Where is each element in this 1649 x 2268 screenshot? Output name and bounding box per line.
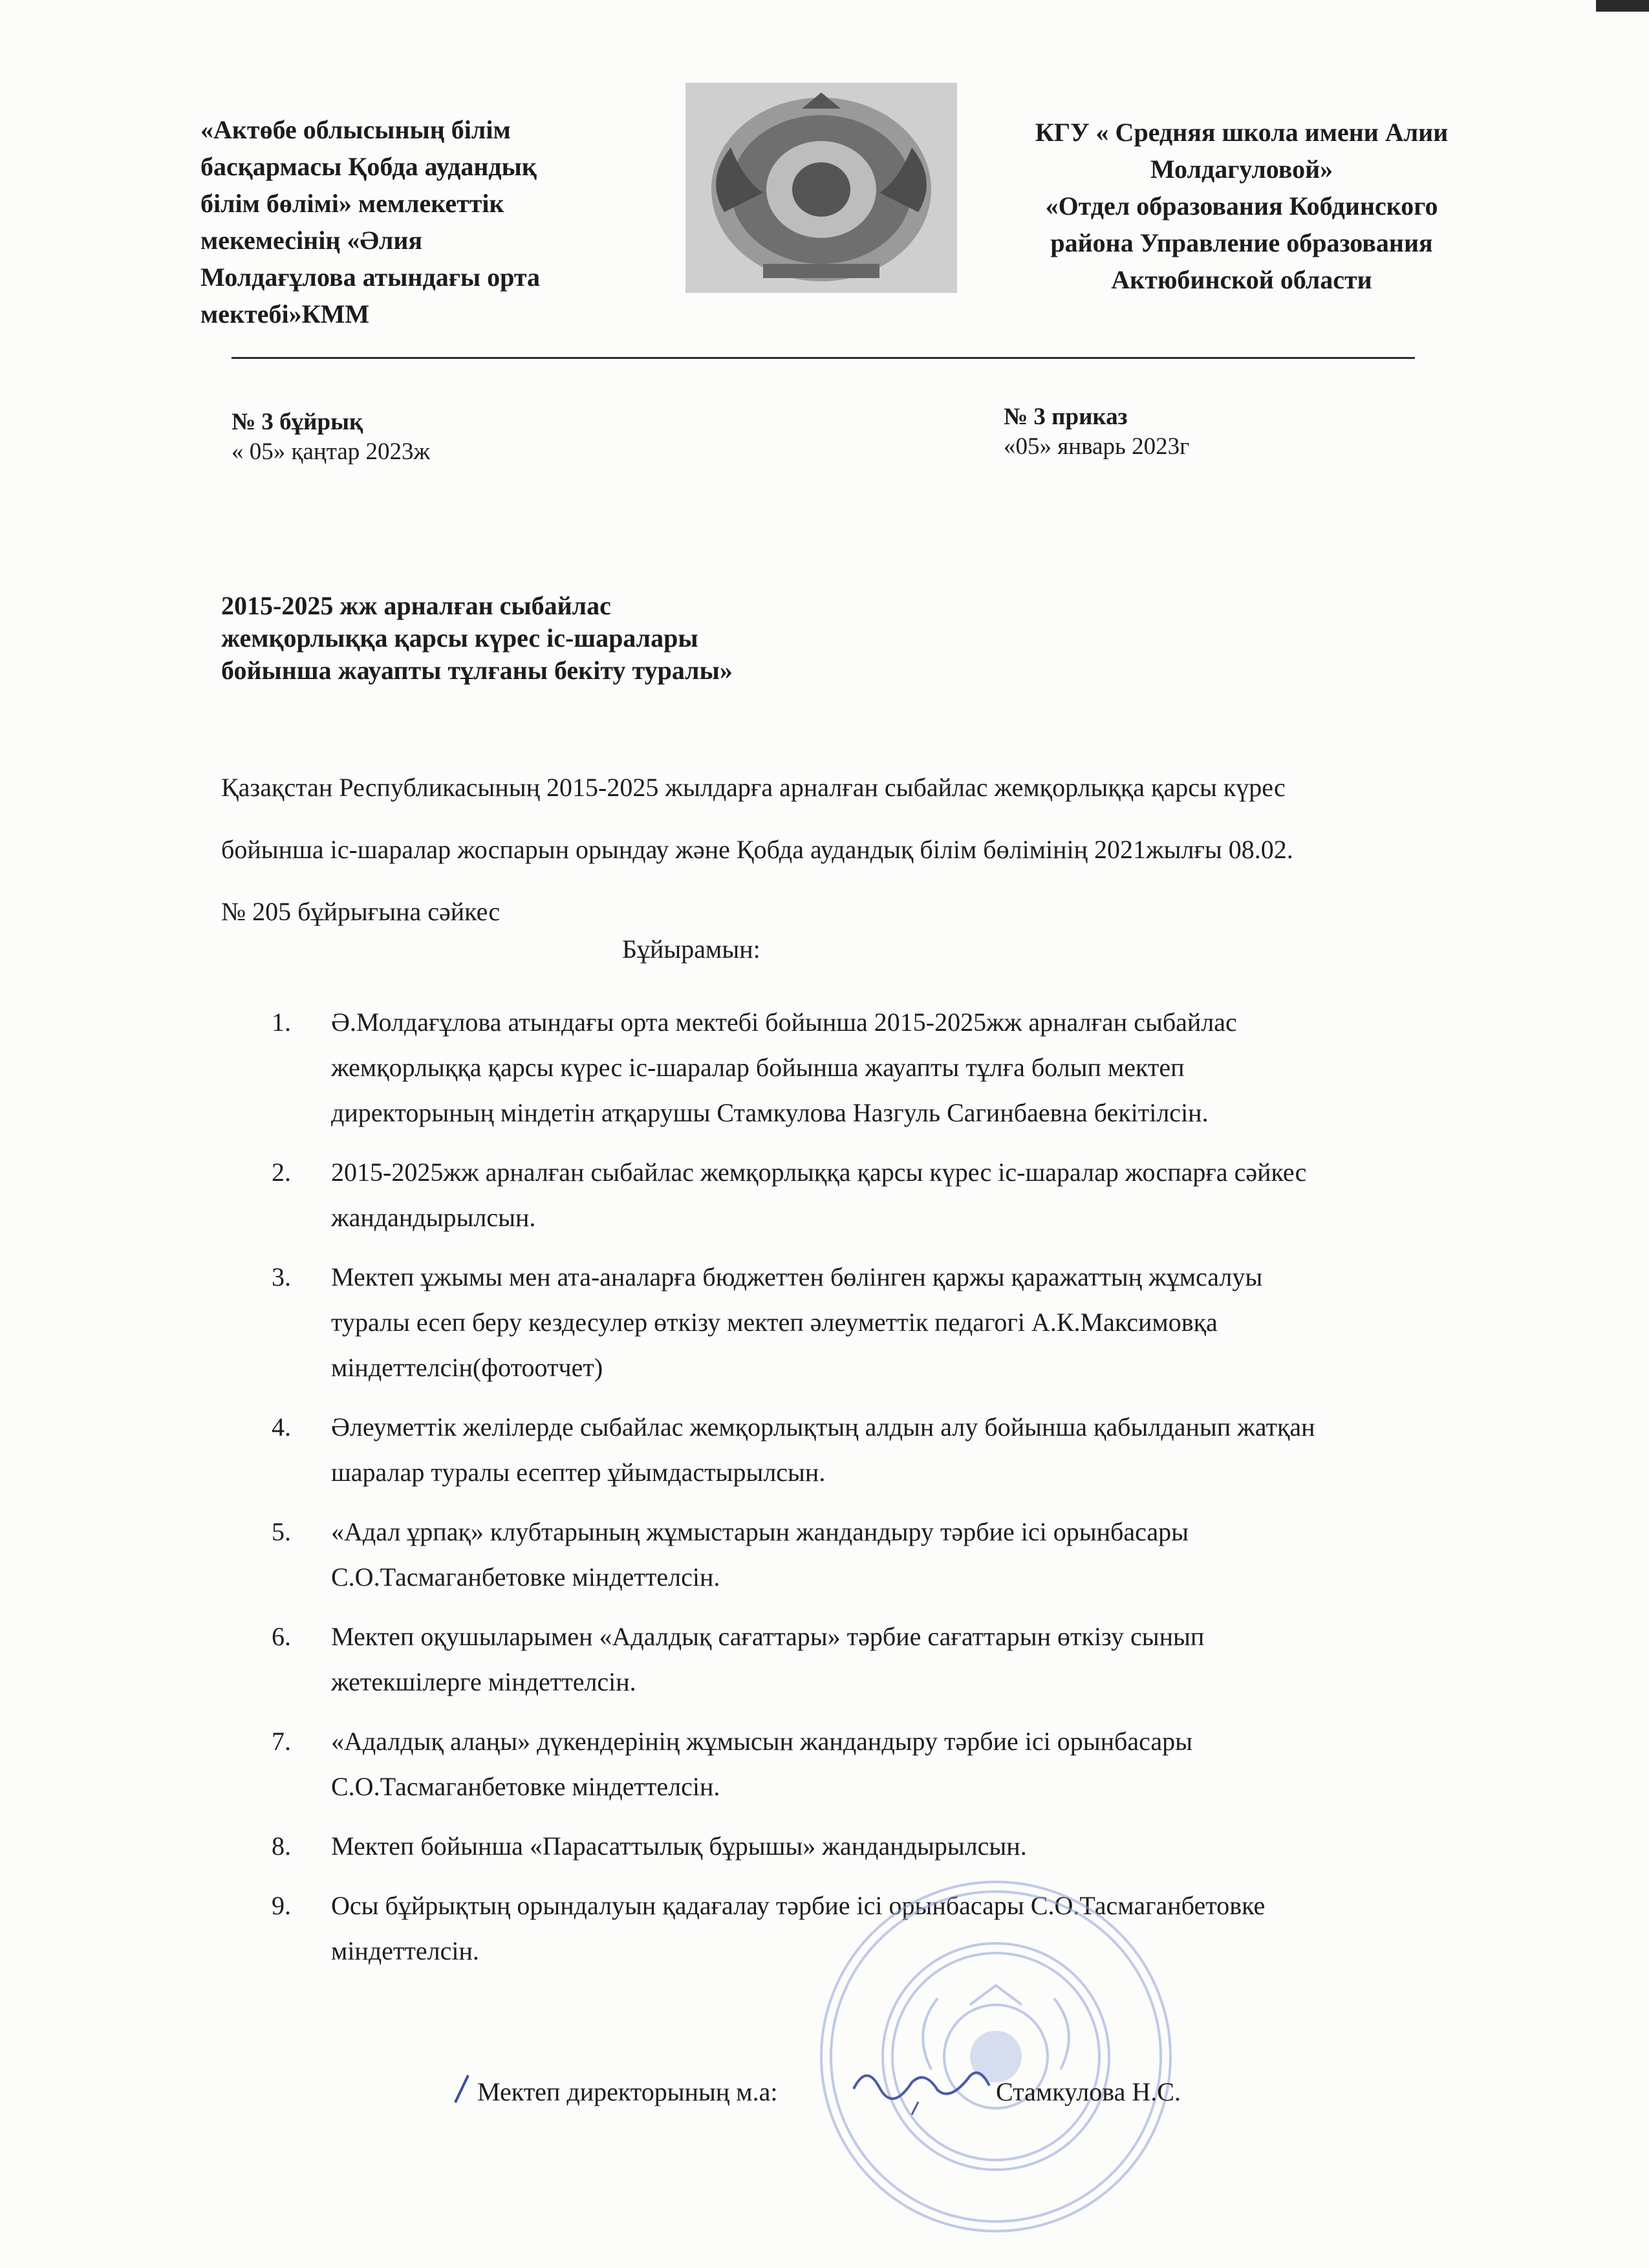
item-number: 1. xyxy=(272,1008,291,1037)
header-left-line: мектебі»КММ xyxy=(200,299,370,329)
list-item xyxy=(272,1719,1315,1809)
header-right-line: «Отдел образования Кобдинского xyxy=(1045,191,1438,221)
list-item xyxy=(272,1405,1315,1495)
item-line: жандандырылсын. xyxy=(331,1203,536,1232)
order-items-list xyxy=(272,1000,1315,1988)
item-number: 2. xyxy=(272,1158,291,1187)
header-divider xyxy=(232,357,1415,359)
document-title xyxy=(221,590,733,687)
item-line: Әлеуметтік желілерде сыбайлас жемқорлықтың алдын алу бойынша қабылданып жатқан xyxy=(331,1412,1315,1442)
title-line: жемқорлыққа қарсы күрес іс-шаралары xyxy=(221,623,698,653)
item-number: 4. xyxy=(272,1412,291,1442)
item-line: Мектеп ұжымы мен ата-аналарға бюджеттен бөлінген қаржы қаражаттың жұмсалуы xyxy=(331,1262,1263,1291)
list-item xyxy=(272,1150,1315,1240)
header-left-line: Молдағұлова атындағы орта xyxy=(200,263,540,292)
intro-line: Қазақстан Республикасының 2015-2025 жылдарға арналған сыбайлас жемқорлыққа қарсы күрес xyxy=(221,773,1286,802)
item-line: міндеттелсін. xyxy=(331,1936,479,1965)
list-item xyxy=(272,1000,1315,1136)
order-date: «05» январь 2023г xyxy=(1004,433,1190,460)
header-right-line: Молдагуловой» xyxy=(1150,155,1333,184)
item-line: 2015-2025жж арналған сыбайлас жемқорлыққа қарсы күрес іс-шаралар жоспарға сәйкес xyxy=(331,1158,1307,1187)
intro-line: № 205 бұйрығына сәйкес xyxy=(221,897,501,926)
item-line: шаралар туралы есептер ұйымдастырылсын. xyxy=(331,1458,826,1487)
signature-name: Стамкулова Н.С. xyxy=(996,2077,1181,2106)
item-line: Ә.Молдағұлова атындағы орта мектебі бойынша 2015-2025жж арналған сыбайлас xyxy=(331,1008,1237,1037)
header-left-line: басқармасы Қобда аудандық xyxy=(200,152,537,181)
kazakhstan-emblem-icon xyxy=(685,83,957,293)
item-line: туралы есеп беру кездесулер өткізу мектеп әлеуметтік педагогі А.К.Максимовқа xyxy=(331,1308,1218,1337)
item-line: С.О.Тасмаганбетовке міндеттелсін. xyxy=(331,1772,720,1801)
order-number-russian xyxy=(1004,402,1189,462)
item-number: 3. xyxy=(272,1262,291,1291)
header-left-line: мекемесінің «Әлия xyxy=(200,226,423,255)
header-right-line: КГУ « Средняя школа имени Алии xyxy=(1035,118,1449,147)
header-org-kazakh xyxy=(200,111,614,332)
scan-edge-mark xyxy=(1596,0,1649,12)
header-org-russian xyxy=(989,114,1494,298)
item-number: 7. xyxy=(272,1727,291,1756)
title-line: 2015-2025 жж арналған сыбайлас xyxy=(221,591,611,620)
order-number: № 3 приказ xyxy=(1004,404,1128,430)
item-number: 8. xyxy=(272,1831,291,1861)
intro-paragraph xyxy=(221,757,1293,943)
item-number: 6. xyxy=(272,1622,291,1651)
list-item xyxy=(272,1509,1315,1600)
item-line: С.О.Тасмаганбетовке міндеттелсін. xyxy=(331,1562,720,1592)
item-line: Мектеп оқушыларымен «Адалдық сағаттары» тәрбие сағаттарын өткізу сынып xyxy=(331,1622,1205,1651)
header-left-line: білім бөлімі» мемлекеттік xyxy=(200,189,504,218)
header-right-line: района Управление образования xyxy=(1050,228,1433,257)
order-number: № 3 бұйрық xyxy=(232,409,363,435)
item-number: 9. xyxy=(272,1891,291,1920)
order-number-kazakh xyxy=(232,407,430,467)
intro-line: бойынша іс-шаралар жоспарын орындау және Қобда аудандық білім бөлімінің 2021жылғы 08.02. xyxy=(221,835,1293,864)
decree-word: Бұйырамын: xyxy=(622,934,760,964)
item-line: директорының міндетін атқарушы Стамкулова Назгуль Сагинбаевна бекітілсін. xyxy=(331,1098,1209,1127)
list-item xyxy=(272,1824,1315,1869)
header-left-line: «Актөбе облысының білім xyxy=(200,115,511,144)
handwritten-signature-icon xyxy=(841,2050,1009,2121)
item-line: жемқорлыққа қарсы күрес іс-шаралар бойынша жауапты тұлға болып мектеп xyxy=(331,1053,1185,1082)
item-line: жетекшілерге міндеттелсін. xyxy=(331,1667,636,1696)
order-date: « 05» қаңтар 2023ж xyxy=(232,438,431,465)
item-line: Осы бұйрықтың орындалуын қадағалау тәрбие ісі орынбасары С.О.Тасмаганбетовке xyxy=(331,1891,1266,1920)
signature-role: Мектеп директорының м.а: xyxy=(477,2077,778,2106)
item-number: 5. xyxy=(272,1517,291,1546)
item-line: «Адалдық алаңы» дүкендерінің жұмысын жандандыру тәрбие ісі орынбасары xyxy=(331,1727,1193,1756)
item-line: міндеттелсін(фотоотчет) xyxy=(331,1353,603,1382)
title-line: бойынша жауапты тұлғаны бекіту туралы» xyxy=(221,656,733,685)
list-item xyxy=(272,1255,1315,1390)
list-item xyxy=(272,1614,1315,1705)
signature-mark-icon xyxy=(453,2073,472,2112)
item-line: «Адал ұрпақ» клубтарының жұмыстарын жандандыру тәрбие ісі орынбасары xyxy=(331,1517,1189,1546)
header-right-line: Актюбинской области xyxy=(1111,265,1372,294)
item-line: Мектеп бойынша «Парасаттылық бұрышы» жандандырылсын. xyxy=(331,1831,1027,1861)
